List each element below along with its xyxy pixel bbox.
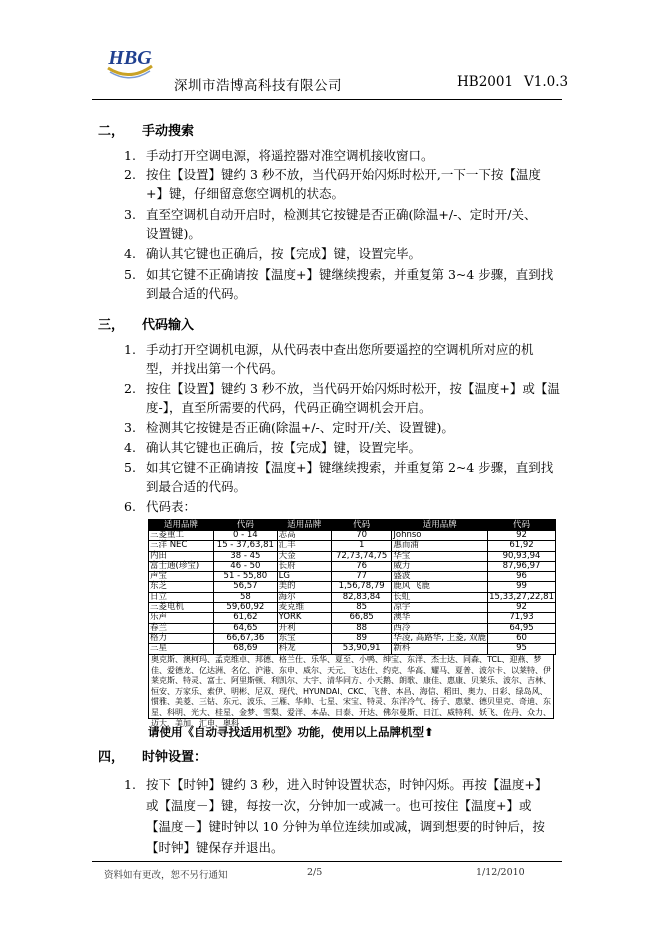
table-row: [149, 613, 556, 623]
code-cell: 1: [331, 541, 391, 551]
item-number: 3.: [124, 207, 136, 222]
code-cell: 89: [331, 633, 391, 643]
section-title: 代码输入: [142, 318, 195, 333]
table-header-row: [149, 520, 556, 531]
code-table-body: [149, 531, 556, 655]
code-cell: 95: [488, 644, 556, 654]
brand-cell: 春兰: [149, 623, 214, 633]
brand-cell: 澳华: [392, 613, 488, 623]
header-divider: [92, 99, 562, 100]
code-cell: 76: [331, 561, 391, 571]
column-header: 适用品牌: [277, 520, 331, 531]
code-cell: 53,90,91: [331, 644, 391, 654]
code-cell: 68,69: [214, 644, 277, 654]
item-text: 直至空调机自动开启时，检测其它按键是否正确(除温+/-、定时开/关、: [146, 207, 537, 222]
code-cell: 66,85: [331, 613, 391, 623]
item-text: 度-】，直至所需要的代码，代码正确空调机会开启。: [146, 400, 432, 415]
code-cell: 46 - 50: [214, 561, 277, 571]
section-heading-clock-setting: [98, 746, 207, 765]
code-cell: 99: [488, 582, 556, 592]
brand-cell: 美的: [277, 582, 331, 592]
code-cell: 64,65: [214, 623, 277, 633]
code-cell: 0 - 14: [214, 531, 277, 541]
brand-cell: LG: [277, 572, 331, 582]
brand-cell: 华宝: [392, 551, 488, 561]
item-text: 型，并找出第一个代码。: [146, 361, 284, 376]
section-heading-manual-search: [98, 120, 194, 139]
item-text: 检测其它按键是否正确(除温+/-、定时开/关、设置键)。: [146, 420, 454, 435]
column-header: 适用品牌: [149, 520, 214, 531]
item-text: 到最合适的代码。: [146, 286, 247, 301]
code-cell: 59,60,92: [214, 603, 277, 613]
item-text: 设置键)。: [146, 226, 201, 241]
brand-cell: 长虹: [392, 592, 488, 602]
code-cell: 56,57: [214, 582, 277, 592]
brand-cell: 华凌, 高路华, 上菱, 双鹿: [393, 632, 487, 643]
column-header: 适用品牌: [392, 520, 488, 531]
code-cell: 70: [331, 531, 391, 541]
section-number: 三，: [98, 318, 125, 333]
up-arrow-icon: ⬆: [424, 725, 434, 739]
brand-cell: 富士通(珍宝): [149, 561, 214, 571]
table-row: [149, 561, 556, 571]
brand-cell: 东宝: [277, 633, 331, 643]
item-number: 2.: [124, 167, 136, 182]
code-cell: 15 - 37,63,81: [214, 541, 277, 551]
item-text: 按住【设置】键约 3 秒不放，当代码开始闪烁时松开,一下一下按【温度: [146, 167, 541, 182]
table-row: [149, 603, 556, 613]
column-header: 代码: [488, 520, 556, 531]
code-cell: 60: [488, 633, 556, 643]
item-text: 代码表：: [146, 499, 197, 514]
table-row: [149, 644, 556, 654]
item-number: 1.: [124, 777, 136, 792]
table-row: [149, 623, 556, 633]
column-header: 代码: [331, 520, 391, 531]
item-text: 按住【设置】键约 3 秒不放，当代码开始闪烁时松开，按【温度+】或【温: [146, 381, 560, 396]
brand-cell: 凉宇: [392, 603, 488, 613]
brand-cell: 新科: [392, 644, 488, 654]
page-number: 2/5: [307, 867, 323, 878]
brand-cell: 麦克维: [277, 603, 331, 613]
brand-cell: YORK: [277, 613, 331, 623]
brand-cell: 三菱电机: [149, 603, 214, 613]
brand-cell: 科龙: [277, 644, 331, 654]
code-cell: 92: [488, 603, 556, 613]
code-cell: 51 - 55,80: [214, 572, 277, 582]
brand-cell: 格力: [149, 633, 214, 643]
code-table: [148, 519, 556, 655]
code-cell: 66,67,36: [214, 633, 277, 643]
code-cell: 61,92: [488, 541, 556, 551]
brand-cell: 惠而浦: [392, 541, 488, 551]
item-text: 或【温度－】键，每按一次，分钟加一或减一。也可按住【温度+】或: [146, 798, 532, 813]
item-text: 如其它键不正确请按【温度+】键继续搜索，并重复第 3~4 步骤，直到找: [146, 267, 554, 282]
brand-cell: 三星: [149, 644, 214, 654]
footer-divider: [92, 861, 562, 862]
item-number: 4.: [124, 246, 136, 261]
brand-cell: 声宝: [149, 572, 214, 582]
table-row: [149, 551, 556, 561]
item-number: 3.: [124, 420, 136, 435]
item-number: 1.: [124, 148, 136, 163]
company-logo: [104, 42, 156, 82]
code-cell: 82,83,84: [331, 592, 391, 602]
item-text: +】键，仔细留意您空调机的状态。: [146, 186, 344, 201]
item-text: 按下【时钟】键约 3 秒，进入时钟设置状态，时钟闪烁。再按【温度+】: [146, 777, 548, 792]
code-cell: 58: [214, 592, 277, 602]
item-text: 【时钟】键保存并退出。: [146, 840, 284, 855]
brand-cell: 三洋 NEC: [149, 541, 214, 551]
item-number: 4.: [124, 440, 136, 455]
section-title: 手动搜索: [142, 124, 195, 139]
company-name: 深圳市浩博高科技有限公司: [174, 78, 342, 94]
item-text: 到最合适的代码。: [146, 479, 247, 494]
code-cell: 38 - 45: [214, 551, 277, 561]
item-text: 手动打开空调电源，将遥控器对准空调机接收窗口。: [146, 148, 434, 163]
code-cell: 72,73,74,75: [331, 551, 391, 561]
document-version: V1.0.3: [524, 74, 569, 90]
item-number: 2.: [124, 381, 136, 396]
code-cell: 71,93: [488, 613, 556, 623]
item-text: 确认其它键也正确后，按【完成】键，设置完毕。: [146, 440, 422, 455]
brand-cell: 长府: [277, 561, 331, 571]
item-number: 6.: [124, 499, 136, 514]
code-cell: 1,56,78,79: [331, 582, 391, 592]
code-cell: 87,96,97: [488, 561, 556, 571]
section-heading-code-input: [98, 314, 194, 333]
item-number: 5.: [124, 460, 136, 475]
brand-cell: 盛波: [392, 572, 488, 582]
section-title: 时钟设置：: [142, 750, 208, 765]
code-cell: 15,33,27,22,81: [489, 591, 554, 602]
table-row: [149, 633, 556, 643]
item-number: 1.: [124, 342, 136, 357]
code-cell: 90,93,94: [488, 551, 556, 561]
footer-disclaimer: 资料如有更改，恕不另行通知: [104, 870, 228, 881]
brand-cell: 汇丰: [277, 541, 331, 551]
brand-cell: 威力: [392, 561, 488, 571]
item-text: 如其它键不正确请按【温度+】键继续搜索，并重复第 2~4 步骤，直到找: [146, 460, 554, 475]
code-cell: 64,95: [488, 623, 556, 633]
item-text: 【温度－】键时钟以 10 分钟为单位连续加或减，调到想要的时钟后，按: [146, 819, 545, 834]
brand-cell: 海尔: [277, 592, 331, 602]
section-number: 二，: [98, 124, 125, 139]
brand-cell: Johnso: [392, 531, 488, 541]
auto-search-tip: [148, 724, 434, 740]
brand-list-note: 奥克斯、澳柯玛、孟克维卓、邦德、格兰仕、乐华、夏至、小鸭、绅宝、东洋、杰士达、同森、TCL、迎燕、梦佳、爱德龙、亿达洲、名亿、沪港、东申、威尔、天元、飞达仕、约克、华高、耀马、夏普、波尔卡、以莱特、伊莱克斯、特灵、富士、阿里斯顿、利凯尔、大宇、清华同方、小天鹅、朗歌、康佳、惠康、贝莱乐、波尔、吉林、恒安、万家乐、索伊、明彬、尼双、现代、HYUNDAI、CKC、飞普、本昌、海信、稻田、奥力、日彩、绿岛风、惯雅、美菱、三钻、东元、波乐、三雁、华帅、七星、宋宝、特灵、东洋冷气、扬子、惠蒙、德贝里克、奇迪、东星、科明、光大、桂星、金梦、雪梨、爱洋、本品、日泰、开达、佛尔曼斯、日江、威特利、妖飞、佐丹、众力、迈大、美加、汇申、奥科: [148, 655, 554, 719]
code-cell: 92: [488, 531, 556, 541]
document-code: HB2001: [457, 74, 514, 90]
brand-cell: 鹿风 飞鹿: [392, 582, 488, 592]
code-cell: 61,62: [214, 613, 277, 623]
brand-cell: 东芝: [149, 582, 214, 592]
tip-text: 请使用《自动寻找适用机型》功能，使用以上品牌机型: [148, 725, 424, 739]
brand-cell: 内田: [149, 551, 214, 561]
code-cell: 77: [331, 572, 391, 582]
code-cell: 96: [488, 572, 556, 582]
code-cell: 88: [331, 623, 391, 633]
item-number: 5.: [124, 267, 136, 282]
brand-cell: 大金: [277, 551, 331, 561]
table-row: [149, 541, 556, 551]
table-row: [149, 592, 556, 602]
brand-cell: 日立: [149, 592, 214, 602]
item-text: 手动打开空调机电源，从代码表中查出您所要遥控的空调机所对应的机: [146, 342, 534, 357]
brand-cell: 开利: [277, 623, 331, 633]
code-cell: 85: [331, 603, 391, 613]
table-row: [149, 572, 556, 582]
brand-cell: 乐声: [149, 613, 214, 623]
table-row: [149, 582, 556, 592]
item-text: 确认其它键也正确后，按【完成】键，设置完毕。: [146, 246, 422, 261]
footer-date: 1/12/2010: [476, 867, 525, 878]
brand-cell: 西冷: [392, 623, 488, 633]
column-header: 代码: [214, 520, 277, 531]
section-number: 四，: [98, 750, 125, 765]
brand-cell: 三菱重工: [149, 531, 214, 541]
table-row: [149, 531, 556, 541]
brand-cell: 志高: [277, 531, 331, 541]
logo-text: HBG: [108, 47, 152, 69]
